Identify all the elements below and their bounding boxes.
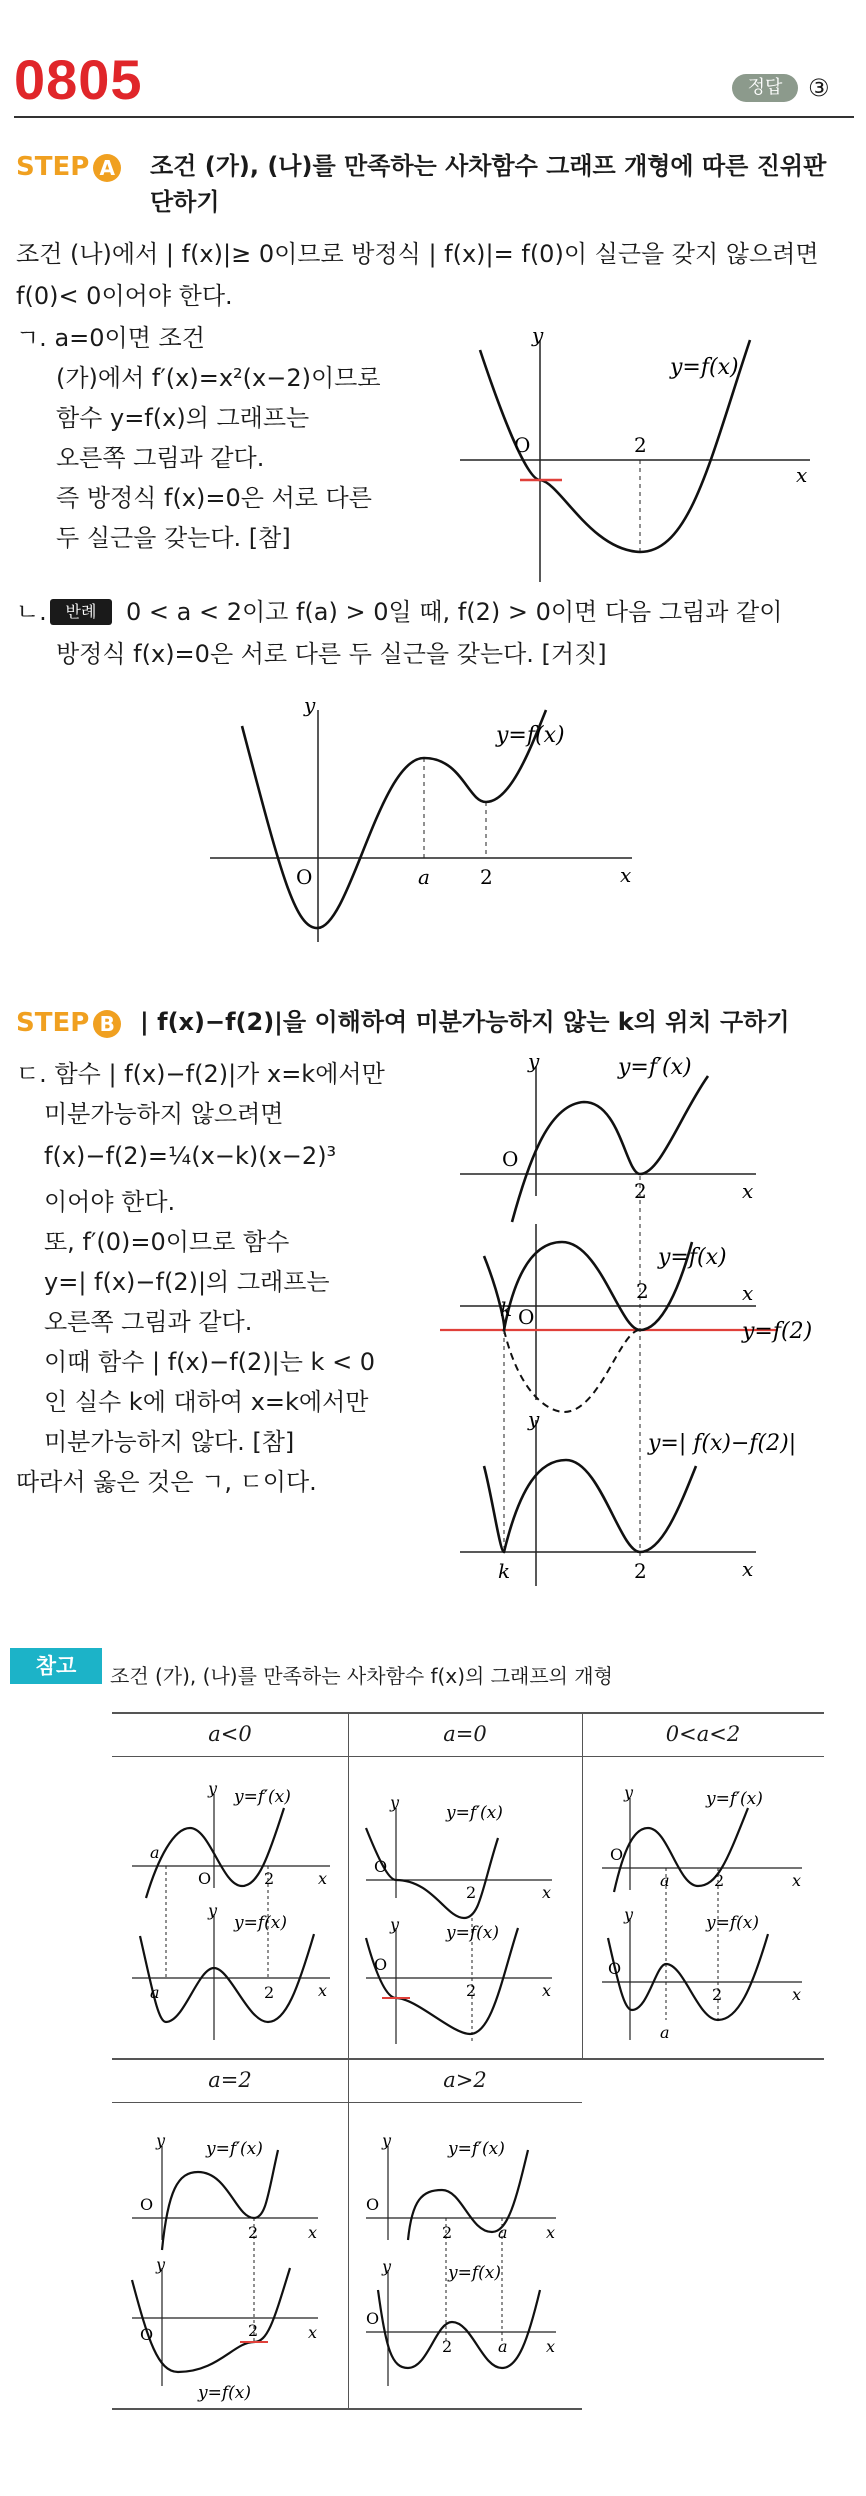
g3-bot-label: y=| f(x)−f(2)| bbox=[648, 1431, 797, 1456]
ref-graph-a-gt2 bbox=[352, 2110, 578, 2402]
ref1b-y: y bbox=[208, 1901, 218, 1920]
graph1-curve-label: y=f(x) bbox=[670, 355, 739, 380]
counterexample-badge: 반례 bbox=[50, 599, 112, 625]
g3-top-tick-2: 2 bbox=[634, 1179, 647, 1203]
ref3-tick-a: a bbox=[660, 1871, 670, 1890]
item-2-line-2: 방정식 f(x)=0은 서로 다른 두 실근을 갖는다. [거짓] bbox=[56, 640, 607, 668]
ref2b-y: y bbox=[390, 1915, 400, 1934]
step-b-badge: B bbox=[93, 1010, 121, 1038]
step-a-badge: A bbox=[93, 154, 121, 182]
graph2-tick-a: a bbox=[418, 865, 430, 889]
ref5b-tick-a: a bbox=[498, 2337, 508, 2356]
step-b-label bbox=[16, 1006, 121, 1040]
step-b-text: STEP bbox=[16, 1008, 90, 1038]
ref2b-tick-2: 2 bbox=[466, 1981, 477, 2000]
reference-tag: 참고 bbox=[10, 1648, 102, 1684]
item-3-line-7: 오른쪽 그림과 같다. bbox=[44, 1308, 253, 1336]
conclusion: 따라서 옳은 것은 ㄱ, ㄷ이다. bbox=[16, 1468, 317, 1496]
ref5-deriv-label: y=f′(x) bbox=[448, 2139, 505, 2159]
ref3-y: y bbox=[624, 1783, 634, 1802]
graph2-origin: O bbox=[296, 865, 313, 889]
ref4-func-label: y=f(x) bbox=[198, 2383, 251, 2402]
graph1-origin: O bbox=[514, 433, 531, 457]
ref1b-tick-a: a bbox=[150, 1983, 160, 2002]
step-b-title: | f(x)−f(2)|을 이해하여 미분가능하지 않는 k의 위치 구하기 bbox=[140, 1008, 790, 1036]
g3-mid-origin: O bbox=[518, 1305, 535, 1329]
ref4b-x: x bbox=[308, 2323, 318, 2342]
ref5b-y: y bbox=[382, 2257, 392, 2276]
g3-mid-x: x bbox=[742, 1281, 754, 1305]
col-head-a-two: a=2 bbox=[208, 2068, 252, 2092]
ref-graph-a-zero bbox=[352, 1768, 578, 2048]
ref4-tick-2: 2 bbox=[248, 2223, 259, 2242]
item-3-line-8: 이때 함수 | f(x)−f(2)|는 k < 0 bbox=[44, 1348, 376, 1376]
col-head-a-zero: a=0 bbox=[443, 1722, 487, 1746]
ref3-tick-2: 2 bbox=[714, 1871, 725, 1890]
ref3b-y: y bbox=[624, 1905, 634, 1924]
graph2-y-label: y bbox=[304, 693, 316, 717]
ref5-func-label: y=f(x) bbox=[448, 2263, 501, 2283]
ref2-func-label: y=f(x) bbox=[446, 1923, 499, 1943]
graph1-tick-2: 2 bbox=[634, 433, 647, 457]
step-a-title: 조건 (가), (나)를 만족하는 사차함수 그래프 개형에 따른 진위판 bbox=[150, 152, 827, 180]
ref4-origin: O bbox=[140, 2195, 154, 2214]
graph-stack-fprime-f-abs bbox=[440, 1046, 860, 1606]
ref5b-x: x bbox=[546, 2337, 556, 2356]
ref5b-tick-2: 2 bbox=[442, 2337, 453, 2356]
g3-bot-y: y bbox=[528, 1407, 540, 1431]
graph-a0-fx bbox=[450, 320, 830, 590]
g3-top-x: x bbox=[742, 1179, 754, 1203]
ref-graph-a-between bbox=[588, 1768, 820, 2048]
ref5-tick-a: a bbox=[498, 2223, 508, 2242]
g3-top-y: y bbox=[528, 1049, 540, 1073]
step-a-label bbox=[16, 150, 121, 184]
graph2-curve-label: y=f(x) bbox=[496, 723, 565, 748]
ref4b-origin: O bbox=[140, 2325, 154, 2344]
ref3b-x: x bbox=[792, 1985, 802, 2004]
ref3b-tick-2: 2 bbox=[712, 1985, 723, 2004]
item-3-line-1: ㄷ. 함수 | f(x)−f(2)|가 x=k에서만 bbox=[16, 1060, 385, 1088]
ref2-origin: O bbox=[374, 1857, 388, 1876]
graph-counterexample bbox=[200, 690, 650, 950]
item-3-line-10: 미분가능하지 않다. [참] bbox=[44, 1428, 295, 1456]
ref1-y: y bbox=[208, 1779, 218, 1798]
g3-mid-tick-2: 2 bbox=[636, 1279, 649, 1303]
item-3-line-4: 이어야 한다. bbox=[44, 1188, 176, 1216]
answer-value: ③ bbox=[808, 74, 830, 102]
graph2-tick-2: 2 bbox=[480, 865, 493, 889]
col-head-a-neg: a<0 bbox=[208, 1722, 252, 1746]
header-divider bbox=[14, 116, 854, 118]
step-a-text: STEP bbox=[16, 152, 90, 182]
col-head-a-gt2: a>2 bbox=[443, 2068, 487, 2092]
ref4-y: y bbox=[156, 2131, 166, 2150]
item-3-line-3: f(x)−f(2)=¼(x−k)(x−2)³ bbox=[44, 1142, 337, 1170]
item-2-prefix: ㄴ. bbox=[16, 598, 47, 626]
ref4b-y: y bbox=[156, 2255, 166, 2274]
ref5-x: x bbox=[546, 2223, 556, 2242]
step-a-intro-1: 조건 (나)에서 | f(x)|≥ 0이므로 방정식 | f(x)|= f(0)이 실근을 갖지 않으려면 bbox=[16, 240, 819, 268]
graph2-x-label: x bbox=[620, 863, 632, 887]
ref2b-origin: O bbox=[374, 1955, 388, 1974]
ref5-origin: O bbox=[366, 2195, 380, 2214]
ref4-x: x bbox=[308, 2223, 318, 2242]
g3-bot-x: x bbox=[742, 1557, 754, 1581]
step-a-intro-2: f(0)< 0이어야 한다. bbox=[16, 282, 233, 310]
ref3-deriv-label: y=f′(x) bbox=[706, 1789, 763, 1809]
ref2-deriv-label: y=f′(x) bbox=[446, 1803, 503, 1823]
ref1-x: x bbox=[318, 1869, 328, 1888]
item-3-line-2: 미분가능하지 않으려면 bbox=[44, 1100, 284, 1128]
ref2-y: y bbox=[390, 1793, 400, 1812]
item-1-line-4: 오른쪽 그림과 같다. bbox=[56, 444, 265, 472]
ref1-deriv-label: y=f′(x) bbox=[234, 1787, 291, 1807]
item-1-line-6: 두 실근을 갖는다. [참] bbox=[56, 524, 291, 552]
item-3-line-5: 또, f′(0)=0이므로 함수 bbox=[44, 1228, 290, 1256]
item-1-line-3: 함수 y=f(x)의 그래프는 bbox=[56, 404, 310, 432]
g3-mid-label: y=f(x) bbox=[658, 1245, 727, 1270]
ref3-origin: O bbox=[610, 1845, 624, 1864]
ref5-tick-2: 2 bbox=[442, 2223, 453, 2242]
ref1b-tick-2: 2 bbox=[264, 1983, 275, 2002]
item-3-line-9: 인 실수 k에 대하여 x=k에서만 bbox=[44, 1388, 369, 1416]
graph1-y-label: y bbox=[532, 323, 544, 347]
ref4b-tick-2: 2 bbox=[248, 2321, 259, 2340]
ref3b-tick-a: a bbox=[660, 2023, 670, 2042]
ref5-y: y bbox=[382, 2131, 392, 2150]
ref1-func-label: y=f(x) bbox=[234, 1913, 287, 1933]
ref1-tick-2: 2 bbox=[264, 1869, 275, 1888]
item-1-line-5: 즉 방정식 f(x)=0은 서로 다른 bbox=[56, 484, 372, 512]
reference-table bbox=[112, 1712, 824, 2412]
answer-badge: 정답 bbox=[732, 74, 798, 102]
ref4-deriv-label: y=f′(x) bbox=[206, 2139, 263, 2159]
ref-graph-a-two bbox=[118, 2110, 344, 2402]
ref3-func-label: y=f(x) bbox=[706, 1913, 759, 1933]
item-2-line-1: 0 < a < 2이고 f(a) > 0일 때, f(2) > 0이면 다음 그림과 같이 bbox=[126, 598, 783, 626]
ref2b-x: x bbox=[542, 1981, 552, 2000]
g3-mid-tick-k: k bbox=[500, 1297, 513, 1321]
item-1-line-1: ㄱ. a=0이면 조건 bbox=[16, 324, 205, 352]
g3-top-label: y=f′(x) bbox=[618, 1055, 692, 1080]
ref3b-origin: O bbox=[608, 1959, 622, 1978]
ref2-x: x bbox=[542, 1883, 552, 1902]
reference-caption: 조건 (가), (나)를 만족하는 사차함수 f(x)의 그래프의 개형 bbox=[110, 1664, 613, 1688]
g3-bot-tick-k: k bbox=[498, 1559, 511, 1583]
ref5b-origin: O bbox=[366, 2309, 380, 2328]
ref1-tick-a: a bbox=[150, 1843, 160, 1862]
ref3-x: x bbox=[792, 1871, 802, 1890]
ref-graph-a-neg bbox=[118, 1768, 344, 2048]
graph1-x-label: x bbox=[796, 463, 808, 487]
problem-number: 0805 bbox=[14, 48, 143, 111]
g3-top-origin: O bbox=[502, 1147, 519, 1171]
ref1b-x: x bbox=[318, 1981, 328, 2000]
col-head-a-between: 0<a<2 bbox=[665, 1722, 741, 1746]
ref2-tick-2: 2 bbox=[466, 1883, 477, 1902]
ref1-origin: O bbox=[198, 1869, 212, 1888]
g3-mid-line-label: y=f(2) bbox=[742, 1319, 813, 1344]
item-3-line-6: y=| f(x)−f(2)|의 그래프는 bbox=[44, 1268, 330, 1296]
item-1-line-2: (가)에서 f′(x)=x²(x−2)이므로 bbox=[56, 364, 381, 392]
step-a-title-cont: 단하기 bbox=[150, 188, 220, 216]
g3-bot-tick-2: 2 bbox=[634, 1559, 647, 1583]
